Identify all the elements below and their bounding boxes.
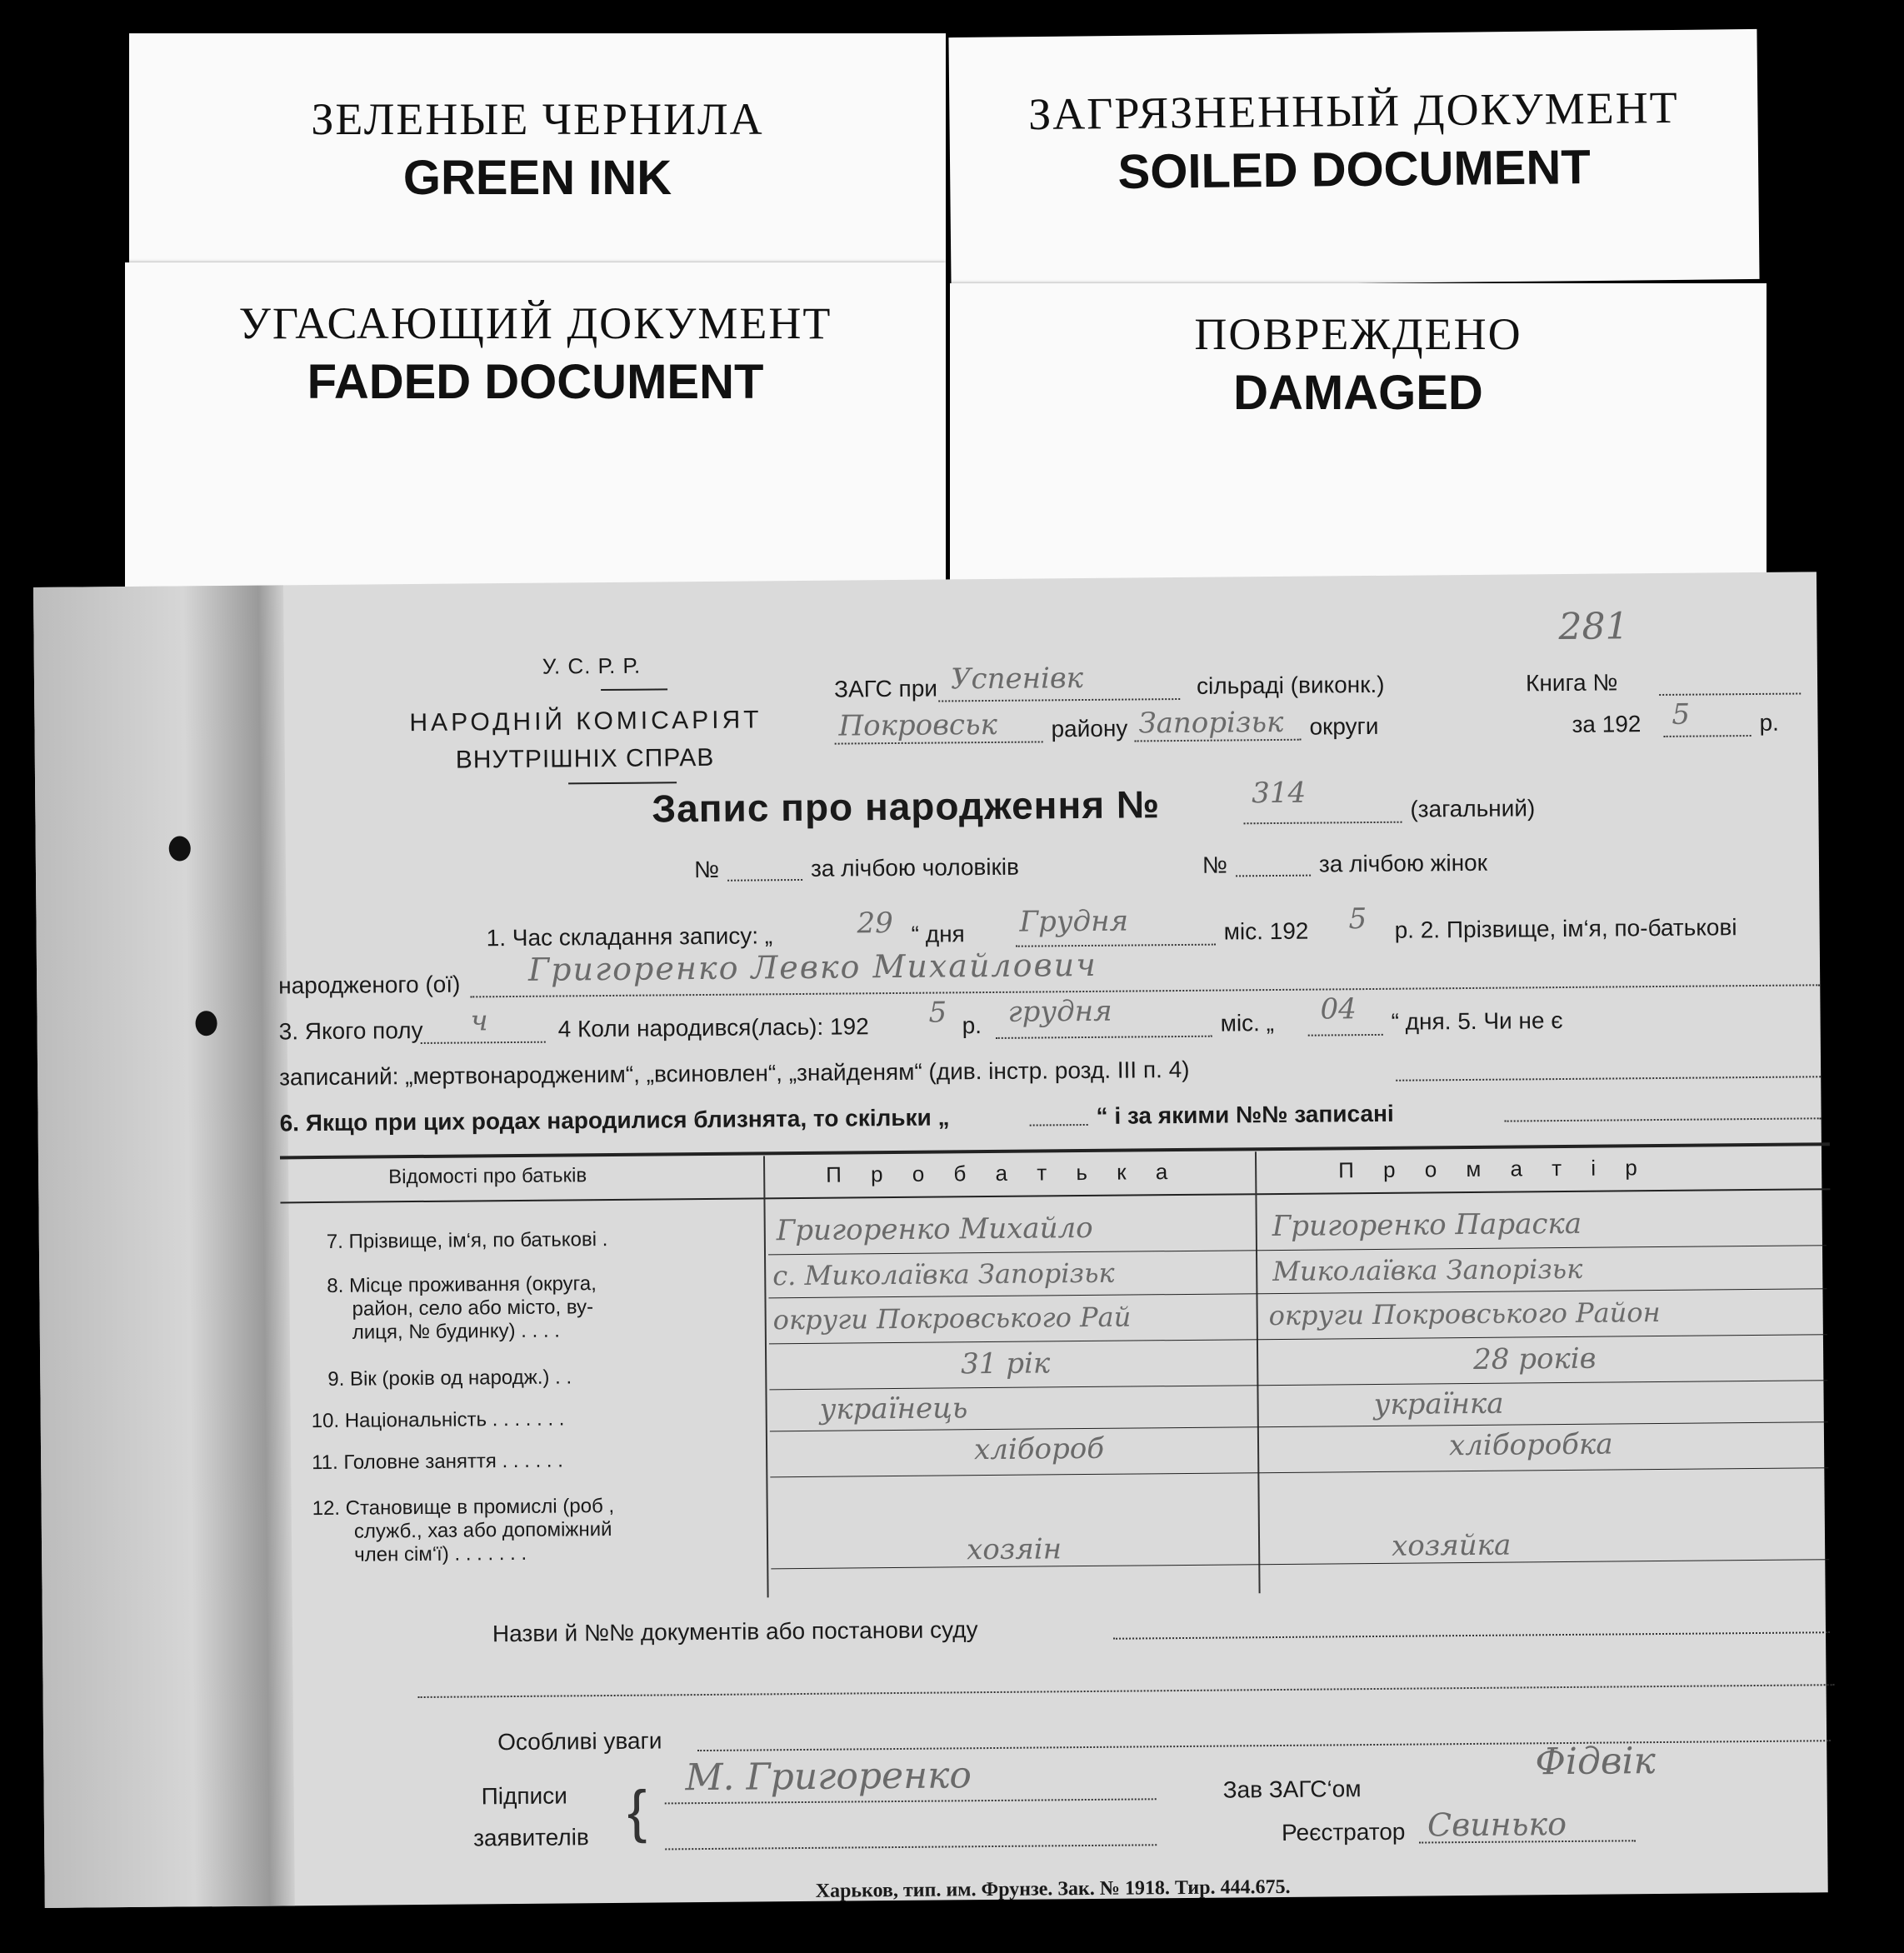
birth-day-line [1308, 1034, 1383, 1036]
mother-place1-handwriting: Миколаївка Запорізьк [1272, 1252, 1583, 1288]
okrug-handwriting: Запорізьк [1138, 705, 1284, 741]
father-name-handwriting: Григоренко Михайло [776, 1211, 1093, 1248]
zags-label: ЗАГС при [833, 675, 938, 702]
card-ru-text: УГАСАЮЩИЙ ДОКУМЕНТ [238, 298, 832, 348]
no-men-label: № [693, 856, 720, 883]
q6-numbers-label: “ і за якими №№ записані [1096, 1100, 1394, 1129]
mother-status-handwriting: хозяйка [1391, 1528, 1512, 1563]
record-number-line [1244, 822, 1402, 825]
twins-field-line [1505, 1117, 1822, 1121]
q1-month-label: міс. 192 [1223, 917, 1309, 945]
row8-label-2: район, село або місто, ву- [352, 1296, 594, 1321]
commissariat-line2: ВНУТРІШНІХ СПРАВ [455, 743, 715, 774]
col-mother-header: П р о м а т і р [1338, 1155, 1649, 1183]
documents-label: Назви й №№ документів або постанови суду [492, 1616, 978, 1647]
year-label: за 192 [1572, 711, 1642, 737]
brace: { [627, 1778, 647, 1844]
documents-field-line [1113, 1631, 1830, 1640]
registrar-label: Реєстратор [1281, 1818, 1406, 1846]
zagalnyi-label: (загальний) [1410, 795, 1536, 822]
card-ru-text: ЗАГРЯЗНЕННЫЙ ДОКУМЕНТ [1027, 82, 1679, 140]
col-info-header: Відомості про батьків [388, 1164, 587, 1189]
signature-line-2 [665, 1844, 1157, 1850]
row10-label: 10. Національність . . . . . . . [311, 1407, 565, 1433]
folded-margin [33, 585, 295, 1908]
month-handwriting: Грудня [1019, 904, 1129, 939]
divider [568, 782, 677, 784]
child-name-handwriting: Григоренко Левко Михайлович [527, 946, 1097, 988]
soiled-document-card [948, 29, 1759, 287]
q5-field-line [1396, 1076, 1821, 1081]
village-handwriting: Успенівк [950, 662, 1084, 697]
q6-label: 6. Якщо при цих родах народилися близнята, то скільки „ [279, 1104, 950, 1136]
row-rule [771, 1559, 1829, 1569]
birth-year-handwriting: 5 [928, 996, 947, 1030]
men-count-line [727, 879, 802, 882]
q4-label: 4 Коли народився(лась): 192 [557, 1013, 869, 1042]
born-label: народженого (ої) [278, 971, 461, 999]
sex-handwriting: ч [470, 1004, 488, 1038]
row9-label: 9. Вік (років од народж.) . . [327, 1366, 572, 1391]
book-field-line [1659, 692, 1801, 695]
village-field-line [938, 698, 1180, 702]
q1-day-label: “ дня [911, 921, 965, 947]
row8-label-1: 8. Місце проживання (округа, [327, 1272, 597, 1297]
women-count-label: за лічбою жінок [1318, 849, 1488, 877]
table-column-divider [1255, 1151, 1261, 1593]
men-count-label: за лічбою чоловіків [810, 853, 1020, 882]
table-column-divider [763, 1156, 769, 1597]
row-rule [769, 1380, 1827, 1390]
father-place2-handwriting: округи Покровського Рай [772, 1301, 1132, 1336]
row-rule [768, 1245, 1827, 1255]
row8-label-3: лиця, № будинку) . . . . [352, 1319, 561, 1344]
usrr-label: У. С. Р. Р. [542, 652, 642, 679]
q5-text: записаний: „мертвонародженим“, „всиновлен“, „знайденям“ (див. інстр. розд. III п. 4) [279, 1056, 1190, 1091]
father-place1-handwriting: с. Миколаївка Запорізьк [772, 1256, 1115, 1292]
commissariat-line1: НАРОДНІЙ КОМІСАРІЯТ [409, 706, 762, 737]
head-signature: Фідвік [1535, 1740, 1657, 1784]
father-status-handwriting: хозяін [966, 1532, 1062, 1567]
signatures-label: Підписи [481, 1782, 567, 1810]
q4-month-label: міс. „ [1220, 1010, 1275, 1036]
card-ru-text: ПОВРЕЖДЕНО [1194, 309, 1522, 359]
district-handwriting: Покровськ [838, 707, 997, 743]
father-occupation-handwriting: хлібороб [973, 1431, 1105, 1467]
silrada-label: сільраді (виконк.) [1196, 671, 1385, 699]
printer-imprint: Харьков, тип. им. Фрунзе. Зак. № 1918. Тир. 444.675. [815, 1876, 1291, 1902]
q1-label: 1. Час складання запису: „ [486, 922, 773, 952]
q5-label: “ дня. 5. Чи не є [1391, 1007, 1563, 1035]
row12-label-1: 12. Становище в промислі (роб , [312, 1494, 615, 1521]
punch-hole [169, 836, 191, 861]
page-number: 281 [1558, 605, 1629, 649]
row-rule [769, 1334, 1827, 1344]
divider [601, 688, 667, 691]
mother-nationality-handwriting: українка [1373, 1386, 1504, 1421]
row12-label-3: член сім‘ї) . . . . . . . [354, 1541, 527, 1566]
q3-label: 3. Якого полу [278, 1016, 423, 1045]
father-nationality-handwriting: українець [819, 1391, 968, 1426]
mother-age-handwriting: 28 років [1472, 1341, 1597, 1376]
q2-label: р. 2. Прізвище, ім‘я, по-батькові [1394, 914, 1737, 943]
book-label: Книга № [1525, 669, 1618, 697]
damaged-card [950, 283, 1767, 592]
green-ink-card [129, 33, 946, 283]
notes-label: Особливі уваги [497, 1727, 662, 1756]
sex-field-line [421, 1041, 546, 1044]
birth-record-form [33, 572, 1828, 1908]
row12-label-2: служб., хаз або допоміжний [353, 1517, 612, 1543]
q4-r-label: р. [962, 1012, 982, 1039]
signature-line-1 [665, 1798, 1157, 1804]
okruhy-label: округи [1309, 712, 1379, 740]
applicants-label: заявителів [472, 1824, 589, 1851]
faded-document-card [125, 262, 946, 596]
card-en-text: FADED DOCUMENT [307, 355, 764, 409]
birth-day-handwriting: 04 [1320, 992, 1357, 1026]
applicant-signature: М. Григоренко [685, 1754, 972, 1800]
mother-name-handwriting: Григоренко Параска [1272, 1206, 1582, 1244]
punch-hole [195, 1011, 217, 1036]
card-en-text: GREEN INK [402, 151, 672, 205]
table-header-border [280, 1188, 1830, 1203]
year2-handwriting: 5 [1348, 902, 1367, 937]
row11-label: 11. Головне заняття . . . . . . [312, 1449, 563, 1475]
notes-field-line [697, 1740, 1831, 1751]
registrar-signature: Свинько [1427, 1806, 1567, 1844]
card-ru-text: ЗЕЛЕНЫЕ ЧЕРНИЛА [311, 94, 764, 144]
card-en-text: DAMAGED [1233, 366, 1483, 420]
father-age-handwriting: 31 рік [961, 1346, 1051, 1381]
day-handwriting: 29 [857, 907, 893, 941]
year-r-label: р. [1759, 709, 1779, 736]
raion-label: району [1051, 715, 1128, 742]
mother-place2-handwriting: округи Покровського Район [1268, 1296, 1661, 1332]
year-field-line [1664, 735, 1752, 737]
women-count-line [1236, 875, 1311, 877]
form-title: Запис про народження № [652, 782, 1161, 831]
year-handwriting: 5 [1672, 697, 1691, 732]
birth-month-handwriting: грудня [1007, 994, 1112, 1029]
birth-month-line [996, 1036, 1212, 1039]
no-women-label: № [1202, 852, 1228, 878]
record-number-handwriting: 314 [1252, 776, 1307, 811]
row-rule [770, 1467, 1828, 1477]
twins-count-line [1030, 1124, 1088, 1126]
col-father-header: П р о б а т ь к а [826, 1159, 1180, 1187]
card-en-text: SOILED DOCUMENT [1117, 140, 1592, 199]
head-zags-label: Зав ЗАГС‘ом [1222, 1776, 1362, 1803]
mother-occupation-handwriting: хліборобка [1448, 1427, 1613, 1463]
row7-label: 7. Прізвище, ім‘я, по батькові . [326, 1228, 608, 1253]
documents-field-line-2 [418, 1684, 1835, 1698]
